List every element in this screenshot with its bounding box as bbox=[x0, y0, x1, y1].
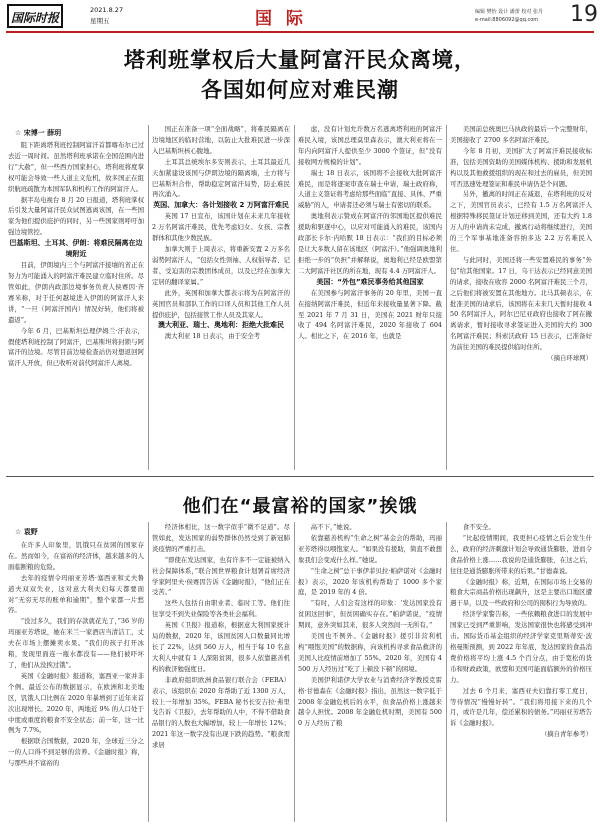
paragraph: 瑞士 18 日表示，该国将不会接收大批阿富汗难民，而是将逐案审查在瑞士申请，瑞士政府称，人道主义签证将考虑给那些面临“直接、具体、严重威胁”的人，申请者还必须与瑞士有密切的联系。 bbox=[298, 168, 442, 210]
article2-title: 他们在“最富裕的国家”挨饿 bbox=[182, 496, 418, 517]
paragraph: 加拿大则于上周表示，将重新安置 2 万多名弱势阿富汗人，“包括女性领袖、人权倡导者、记者、受迫害的宗教团体成员，以及已经在加拿大定居的翻译家属。” bbox=[152, 245, 290, 286]
paragraph: 去年的疫情令玛丽亚芳塔·塞西亚和丈夫鲁道夫双双失业，这对意大利夫妇每天都要面对“无穷无尽的账单和逾期”，整个家都一片愁容。 bbox=[8, 573, 144, 615]
paragraph: 此外，英国和加拿大都表示将为在阿富汗的英国官员和部队工作的口译人员和其他工作人员提供庇护，包括接管工作人员及其家人。 bbox=[152, 288, 290, 319]
article-separator bbox=[6, 476, 594, 477]
article2-column-1 bbox=[8, 540, 144, 824]
paragraph: 目前，伊朗境内三个与阿富汗接壤的省正在努力为可能涌入的阿富汗难民建立临时住所。尽管如此，伊朗内政部边境事务负责人侯赛因·齐赛米称，对于任何越境进入伊朗的阿富汗人来讲，“一旦（阿富汗国内）情况好转，他们将被遣返”。 bbox=[8, 261, 144, 324]
paragraph: 根据联合国数据，2020 年，全球近三分之一的人口得不到足够的营养。《金融时报》称，与那些并不富裕的 bbox=[8, 737, 144, 768]
article1-byline: ☆ 宋博一 薛玥 bbox=[15, 129, 62, 137]
paragraph: 食不安全。 bbox=[462, 523, 495, 531]
subheading: 美国：“外包”难民事务给其他国家 bbox=[316, 277, 424, 286]
paragraph: 土耳其总统埃尔多安则表示，土耳其最近几天加紧建设该国与伊朗边境的隔离墙，土方将与巴基斯坦合作，帮助稳定阿富汗局势，防止难民再次涌入。 bbox=[152, 157, 290, 199]
paragraph: 英国《金融时报》报道称，塞西亚一家并非个例。最近公布的数据显示，在欧洲和北美地区，饥饿人口比例在 2020 年暴增到了近年来首次出现增长。2020 年，两地近 9% 的人口处于中度或重度的粮食不安全状态；前一年，这一比例为 7.7%。 bbox=[8, 671, 144, 735]
paragraph: 奥地利表示赞成在阿富汗的邻国地区提供难民援助和驱逐中心，以应对可能涌入的难民，该国内政部长卡尔·内哈默 18 日表示：“我们的目标必须是让大多数人留在该地区（阿富汗）。”他强调奥地利拒绝一步的“负担”并解释说，奥地利已经是欧盟第二大阿富汗社区的所在地，现有 4.4 万阿富汗人。 bbox=[298, 212, 442, 275]
issue-date: 2021.8.27 bbox=[90, 6, 124, 14]
subheading: 澳大利亚、瑞士、奥地利：拒绝大批难民 bbox=[158, 321, 284, 330]
paragraph: 英国《卫报》报道称，根据意大利国家统计局的数据，2020 年，该国贫困人口数量同比增长了 22%，达到 560 万人，相当于每 10 名意大利人中就有 1 人深陷贫困，很多人依靠慈善机构的救济勉强度日。 bbox=[152, 621, 290, 673]
paragraph: 美国前总统奥巴马执政的最后一个完整财年，美国接收了 2700 多名阿富汗难民。 bbox=[450, 125, 592, 144]
article1-source-credit: （摘自环球网） bbox=[547, 354, 592, 363]
article1-column-3 bbox=[298, 124, 442, 470]
article1-column-1 bbox=[8, 140, 144, 470]
paragraph: 阻下距离塔利班控制阿富汗首都喀布尔已过去近一周时间。虽然塔利班承诺在全国范围内进行“大赦”，但一些西方国家担心，塔利班将度掌权可能会导致一些人道主义危机，故多国正在组织航班疏散为本国军队和机构工作的阿富汗人。 bbox=[8, 141, 144, 193]
paragraph: 高不下，”她说。 bbox=[310, 523, 356, 531]
paragraph: 今年 6 月，巴基斯坦总理伊姆兰·汗表示，假使塔利班控制了阿富汗，巴基斯坦将封锁与阿富汗的边境。尽管目前边境检查站仍对想返回阿富汗人开放，但已收听对前代阿富汗人离境。 bbox=[8, 326, 144, 368]
paragraph: 与此同时，美国还将一些安置难民的事务“外包”给其他国家。17 日，乌干达表示已经同意美国的请求，接收在收容 2000 名阿富汗难民三个月，之后他们将被安置在其他地方。北马其顿表示，在批准美国的请求后，该国将在未来几天暂时接收 450 名阿富汗人，阿尔巴尼亚政府也接收了阿在撤离请求，暂时接收寻求签证进入美国的大约 300 名阿富汗难民；科索沃政府 15 日表示，已准备好为前往美国的难民提供临时住所。 bbox=[450, 255, 592, 352]
column-divider bbox=[294, 522, 295, 822]
page-number: 19 bbox=[570, 2, 598, 27]
paragraph: 《金融时报》称，近期，在国际市场上交易的粮食大宗商品价格出现飙升，这是主要出口地区遭遇干旱，以及一些政府和公司的囤积行为导致的。 bbox=[450, 577, 592, 608]
paragraph: 另外，撤离的时间正在减退，在塔利班的反对之下，美国官员表示，已经有 1.5 万名阿富汗人根据特殊移民签证计划迁移到美国，还有大约 1.8 万人的申请尚未完成，撤离行动将继续进行，美国的三个军事基地准备容纳多达 2.2 万名难民入住。 bbox=[450, 190, 592, 253]
paragraph: 虑，没有计划允许数万名逃离塔利班的阿富汗难民入境，该国总理莫里森表示，澳大利亚将在一年内向阿富汗人提供至少 3000 个签证，但“没有接收网方规模的计划”。 bbox=[298, 125, 442, 166]
paragraph: “即使在发达国家，也有许多不一定能被纳入社会保障体系，”联合国世界粮食计划署首席经济学家阿里夫·侯赛因告诉《金融时报》，“他们正在受苦。” bbox=[152, 555, 290, 597]
contact-email: e-mail:8806092@qq.com bbox=[475, 17, 539, 23]
article1-column-4 bbox=[450, 124, 592, 470]
header-rule bbox=[6, 31, 594, 33]
paragraph: 经济学家警告称，一些依赖粮食进口的发展中国家已受到严重影响，发达国家很快也将感受到冲击。国际货币基金组织的经济学家克里斯蒂安·波格曼斯预测，到 2022 年年底，发达国家的食品消费价格将平均上涨 4.5 个百分点，由于宽松的货币和财政政策，欧盟和美国可能面临额外的价格压力。 bbox=[450, 610, 592, 684]
paragraph: 据半岛电视台 8 月 20 日报道，塔利班掌权后引发大量阿富汗民众试图逃离该国，在一些国家为他们提供庇护的同时，另一些国家则呼吁加强边境管控。 bbox=[8, 195, 144, 237]
article2-column-2 bbox=[152, 522, 290, 824]
paragraph: 美国伊利诺伊大学农业与消费经济学教授克雷格·甘德森在《金融时报》指出，虽然这一数字低于 2008 年金融危机后的水平，但食品价格上涨越来越令人担忧。2008 年金融危机时期，美国有 5000 万人经历了粮 bbox=[298, 675, 442, 728]
column-divider bbox=[446, 125, 447, 470]
paragraph: 非政府组织欧洲食品银行联合会（FEBA）表示，该组织在 2020 年帮助了近 1300 万人，较上一年增加 35%。FEBA 秘书长安吉拉·弗里戈告诉《卫报》，去年帮助的人中，不得不借助食品银行的人数也大幅增加，较上一年增长 12%；2021 年这一数字没有出现下跌的趋势。“粮食需求居 bbox=[152, 675, 290, 750]
article2-byline: ☆ 袁野 bbox=[15, 528, 38, 536]
column-divider bbox=[148, 522, 149, 822]
paragraph: 英国 17 日宣布，该国计划在未来几年接收 2 万名阿富汗难民，优先考虑妇女、女孩、宗教群体和其他少数民族。 bbox=[152, 212, 290, 243]
paragraph: 美国也不例外。《金融时报》援引非营利机构“喂饱美国”的数据称，向该机构寻求食品救济的美国人比疫情前增加了 55%。2020 年，美国有 4500 万人经历过“吃了上顿没下顿”的困境。 bbox=[298, 632, 442, 673]
paragraph: 在美国参与阿富汗事务的 20 年里，美国一直在接纳阿富汗难民，但近年来接收量显著下降。截至 2021 年 7 月 31 日，美国在 2021 财年只接收了 494 名阿富汗难民，2020 年接收了 604 人。相比之下，在 2016 年，也就是 bbox=[298, 288, 442, 341]
paragraph: 今年 8 月初，美国扩大了阿富汗难民接收标准，包括美国资助的美国媒体机构、援助和发展机构以及其他救援组织的现在和过去的雇员，但美国可否迅速处理签证和难民申请仍是个问题。 bbox=[450, 146, 592, 188]
paragraph: 在许多人印象里，饥饿只在贫困的国家存在。然而如今，在富裕的经济体，越来越多的人面临断粮的危险。 bbox=[8, 541, 144, 571]
article2-column-3 bbox=[298, 522, 442, 824]
column-divider bbox=[446, 522, 447, 822]
article2-source-credit: （摘自青年参考） bbox=[540, 730, 592, 739]
paragraph: 依靠慈善机构“生命之树”基金会的帮助，玛丽亚芳塔得以喂饱家人。“如果没有援助，简直不敢想象我们会变成什么样。”她说。 bbox=[298, 533, 442, 564]
article1-column-2 bbox=[152, 124, 290, 470]
section-title: 国 际 bbox=[255, 9, 307, 29]
paragraph: 过去 6 个月来，塞西亚夫妇靠打零工度日，等待情况“慢慢好转”。“我们将用接下来的几个月，或许是几年，偿还累积的债务。”玛丽亚芳塔告诉《金融时报》。 bbox=[450, 686, 592, 728]
article1-title-line2: 各国如何应对难民潮 bbox=[201, 78, 399, 102]
paragraph: “比起疫情期间，我更担心疫情之后会发生什么，政府的经济刺激计划会导致通货膨胀，进而令食品价格上涨……我说的是通货膨胀，在这之后，往往是通货膨胀所带来的后果。”甘德森说。 bbox=[450, 533, 592, 575]
subheading: 英国、加拿大：各计划接收 2 万阿富汗难民 bbox=[153, 201, 289, 210]
column-divider bbox=[148, 125, 149, 470]
column-divider bbox=[294, 125, 295, 470]
paragraph: “生命之树”总干事伊菲贝拉·帕萨诺对《金融时报》表示，2020 年该机构帮助了 1000 多个家庭，是 2019 年的 4 倍。 bbox=[298, 566, 442, 597]
article1-title-line1: 塔利班掌权后大量阿富汗民众离境， bbox=[124, 48, 476, 72]
subheading: 巴基斯坦、土耳其、伊朗：将难民隔离在边境附近 bbox=[9, 239, 143, 259]
paragraph: 这些人包括自由职业者、临时工等。他们往往享受不到失业保险等各类社会福利。 bbox=[152, 599, 290, 619]
masthead bbox=[0, 0, 600, 33]
paragraph: “没过多久，我们的存款就花光了，”36 岁的玛丽亚芳塔说，她在米兰一家酒店当清洁工，丈夫在市场上摆摊卖水果。“我们的孩子打开冰箱，发现里面连一瓶水都没有——他们被吓坏了，他们从没挨过饿”。 bbox=[8, 617, 144, 669]
paragraph: “有时，人们会有这样的印象：‘发达国家没有贫困这回事’，但贫困确实存在。”帕萨诺说，“疫情期间，意外突如其来，很多人突然间一无所有。” bbox=[298, 599, 442, 630]
paragraph: 经济体相比，这一数字似乎“微不足道”。尽管如此，发达国家的弱势群体仍然受到了新冠肺炎疫情的严重打击。 bbox=[152, 523, 290, 553]
newspaper-logo: 国际时报 bbox=[7, 4, 63, 28]
editor-credits: 编辑 樊怡 设计 潘蕾 校对 张丹 bbox=[475, 9, 543, 15]
issue-weekday: 星期五 bbox=[90, 17, 110, 25]
paragraph: 国正在准备一项“全面战略”，将难民隔离在边境地区的临时营地，以防止大批难民进一步深入巴基斯坦核心腹地。 bbox=[152, 125, 290, 155]
paragraph: 澳大利亚 18 日表示，由于安全考 bbox=[164, 332, 261, 341]
article2-column-4 bbox=[450, 522, 592, 824]
